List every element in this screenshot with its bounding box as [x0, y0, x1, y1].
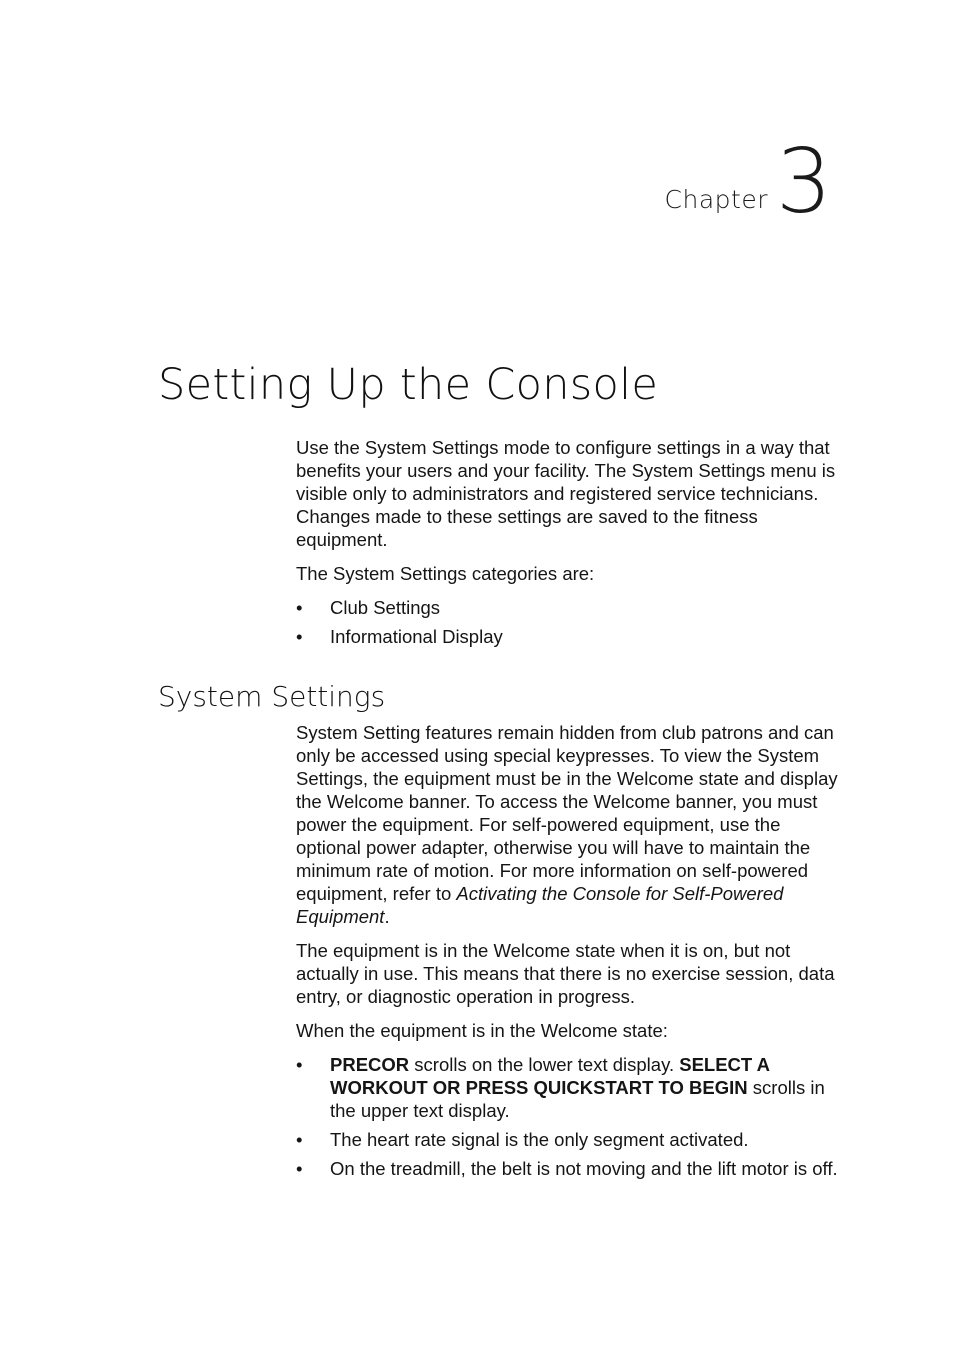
system-paragraph-1 — [296, 721, 841, 928]
bullet-glyph: • — [296, 626, 303, 647]
chapter-title: Setting Up the Console — [158, 360, 659, 410]
categories-lead: The System Settings categories are: — [296, 563, 595, 584]
bullet-text: scrolls in the upper text display. — [330, 1077, 825, 1121]
system-settings-section — [296, 721, 841, 1191]
welcome-state-list — [296, 1053, 841, 1180]
bullet-text: The heart rate signal is the only segment activated. — [330, 1129, 749, 1150]
chapter-label: Chapter — [664, 185, 768, 214]
categories-list — [296, 596, 841, 648]
chapter-number: 3 — [776, 130, 832, 233]
system-paragraph-1-text: System Setting features remain hidden from club patrons and can only be accessed using special keypresses. To view the System Settings, the equipment must be in the Welcome state and display the Welcome banner. To access the Welcome banner, you must power the equipment. For self-powered equipment, use the optional power adapter, otherwise you will have to maintain the minimum rate of motion. For more information on self-powered equipment, refer to — [296, 722, 838, 904]
list-item — [296, 1157, 841, 1180]
system-paragraph-3: When the equipment is in the Welcome state: — [296, 1020, 668, 1041]
bullet-glyph: • — [296, 1129, 303, 1150]
system-paragraph-1-end: . — [384, 906, 390, 927]
precor-keyword: PRECOR — [330, 1054, 410, 1075]
bullet-glyph: • — [296, 597, 303, 618]
intro-paragraph: Use the System Settings mode to configure settings in a way that benefits your users and your facility. The System Settings menu is visible only to administrators and registered service technicians. Changes made to these settings are saved to the fitness equipment. — [296, 437, 836, 550]
category-informational-display: Informational Display — [330, 626, 503, 647]
bullet-text: scrolls on the lower text display. — [409, 1054, 680, 1075]
list-item — [296, 1053, 841, 1122]
bullet-glyph: • — [296, 1054, 303, 1075]
list-item — [296, 596, 841, 619]
category-club-settings: Club Settings — [330, 597, 441, 618]
intro-section — [296, 436, 841, 659]
chapter-heading — [664, 130, 832, 233]
list-item — [296, 1128, 841, 1151]
bullet-text: On the treadmill, the belt is not moving and the lift motor is off. — [330, 1158, 838, 1179]
select-workout-keyword: SELECT A WORKOUT OR PRESS QUICKSTART TO BEGIN — [330, 1054, 770, 1098]
section-title: System Settings — [158, 680, 386, 713]
bullet-glyph: • — [296, 1158, 303, 1179]
cross-reference: Activating the Console for Self-Powered Equipment — [296, 883, 784, 927]
list-item — [296, 625, 841, 648]
system-paragraph-2: The equipment is in the Welcome state when it is on, but not actually in use. This means that there is no exercise session, data entry, or diagnostic operation in progress. — [296, 940, 835, 1007]
